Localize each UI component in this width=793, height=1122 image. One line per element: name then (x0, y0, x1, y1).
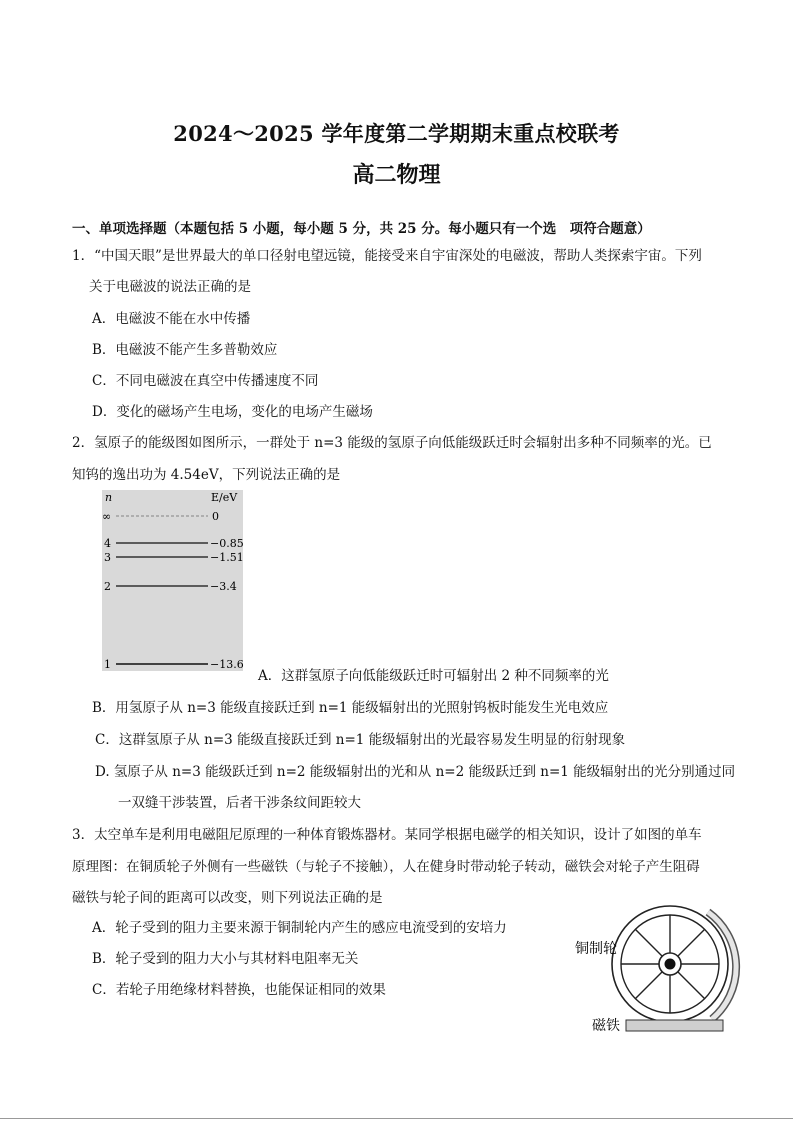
q1-option-b: B．电磁波不能产生多普勒效应 (92, 342, 278, 358)
q2-option-b: B．用氢原子从 n=3 能级直接跃迁到 n=1 能级辐射出的光照射钨板时能发生光电效应 (92, 700, 609, 716)
q1-stem-line2: 关于电磁波的说法正确的是 (89, 279, 251, 295)
level-e-2: −3.4 (210, 580, 237, 593)
subject-title: 高二物理 (352, 162, 441, 188)
q2-option-c: C．这群氢原子从 n=3 能级直接跃迁到 n=1 能级辐射出的光最容易发生明显的衍射现象 (95, 732, 626, 748)
level-n-4: 4 (104, 537, 111, 550)
base-plate (626, 1020, 723, 1031)
q1-option-c: C．不同电磁波在真空中传播速度不同 (92, 373, 319, 389)
q2-stem-line1: 2．氢原子的能级图如图所示，一群处于 n=3 能级的氢原子向低能级跃迁时会辐射出多种不同频率的光。已 (72, 435, 712, 451)
level-n-3: 3 (104, 551, 111, 564)
level-e-3: −1.51 (210, 551, 244, 564)
level-n-1: 1 (104, 658, 111, 671)
energy-level-diagram (100, 490, 246, 672)
q2-option-d-line2: 一双缝干涉装置，后者干涉条纹间距较大 (118, 795, 361, 811)
q3-option-b: B．轮子受到的阻力大小与其材料电阻率无关 (92, 951, 359, 967)
q2-option-d-line1: D. 氢原子从 n=3 能级跃迁到 n=2 能级辐射出的光和从 n=2 能级跃迁到 n=1 能级辐射出的光分别通过同 (95, 764, 736, 780)
n-axis-label: n (105, 491, 113, 504)
q2-stem-line2: 知钨的逸出功为 4.54eV，下列说法正确的是 (72, 467, 341, 483)
level-e-1: −13.6 (210, 658, 244, 671)
level-n-2: 2 (104, 580, 111, 593)
q1-stem-line1: 1．“中国天眼”是世界最大的单口径射电望远镜，能接受来自宇宙深处的电磁波，帮助人类探索宇宙。下列 (72, 248, 702, 264)
spin-bike-figure (566, 905, 744, 1035)
section-heading: 一、单项选择题（本题包括 5 小题，每小题 5 分，共 25 分。每小题只有一个选 项符合题意） (72, 221, 651, 237)
magnet-label: 磁铁 (592, 1018, 620, 1034)
q3-stem-line3: 磁铁与轮子间的距离可以改变，则下列说法正确的是 (72, 890, 383, 906)
energy-axis-label: E/eV (211, 491, 238, 504)
q1-option-d: D．变化的磁场产生电场，变化的电场产生磁场 (92, 404, 373, 420)
level-e-4: −0.85 (210, 537, 244, 550)
q2-option-a: A．这群氢原子向低能级跃迁时可辐射出 2 种不同频率的光 (258, 668, 609, 684)
q1-option-a: A．电磁波不能在水中传播 (92, 311, 251, 327)
level-e-inf: 0 (212, 510, 219, 523)
q3-option-a: A．轮子受到的阻力主要来源于铜制轮内产生的感应电流受到的安培力 (92, 920, 507, 936)
q3-stem-line1: 3．太空单车是利用电磁阻尼原理的一种体育锻炼器材。某同学根据电磁学的相关知识，设计了如图的单车 (72, 827, 702, 843)
page-bottom-rule (0, 1118, 793, 1119)
exam-title: 2024～2025 学年度第二学期期末重点校联考 (173, 121, 620, 146)
level-n-inf: ∞ (102, 510, 112, 523)
wheel-axle (665, 959, 676, 970)
q3-option-c: C．若轮子用绝缘材料替换，也能保证相同的效果 (92, 982, 386, 998)
wheel-label: 铜制轮 (575, 941, 617, 957)
q3-stem-line2: 原理图：在铜质轮子外侧有一些磁铁（与轮子不接触），人在健身时带动轮子转动，磁铁会对轮子产生阻碍 (72, 859, 700, 875)
